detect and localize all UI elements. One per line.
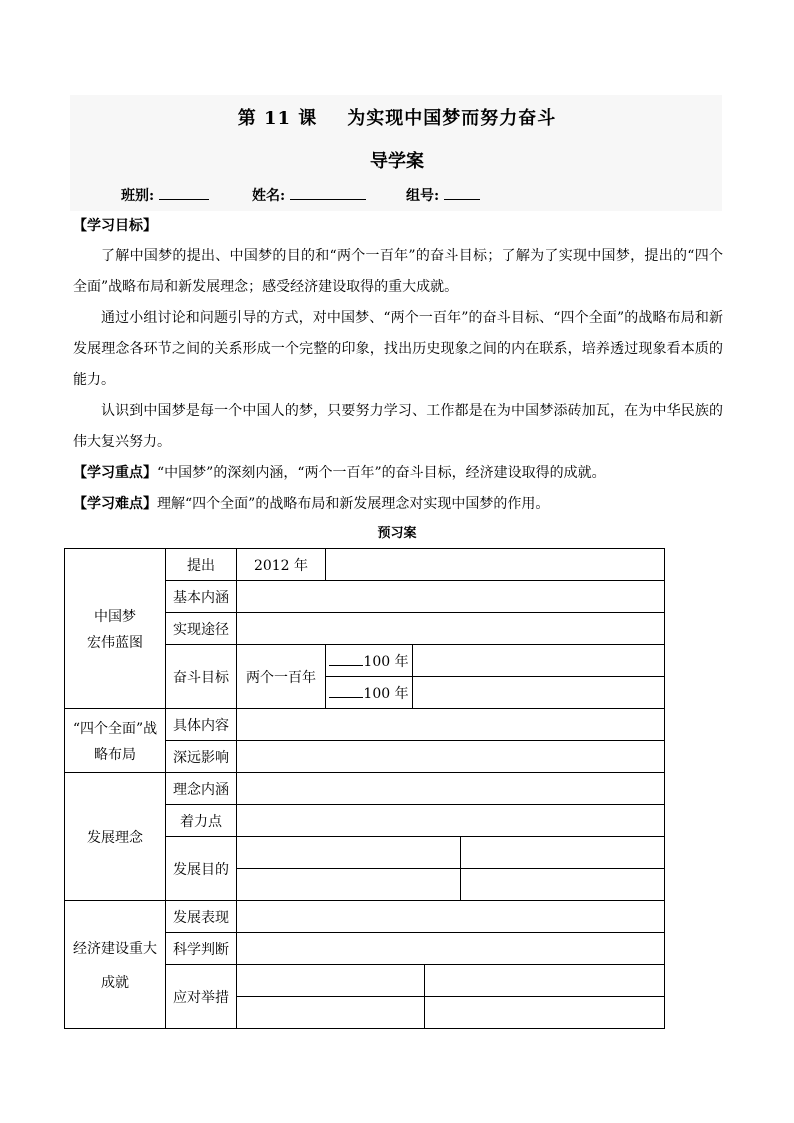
measures-answer-cell[interactable] (237, 997, 425, 1029)
year-value: 2012 年 (237, 549, 326, 581)
objectives-heading: 【学习目标】 (73, 218, 157, 234)
development-purpose-label: 发展目的 (166, 837, 237, 901)
impact-answer-cell[interactable] (237, 741, 665, 773)
class-blank[interactable] (159, 185, 209, 200)
economic-achievements-cell: 经济建设重大 成就 (65, 901, 166, 1029)
path-answer-cell[interactable] (237, 613, 665, 645)
key-point-heading: 【学习重点】 (73, 465, 157, 481)
proposed-answer-cell[interactable] (326, 549, 665, 581)
first-centenary-blank[interactable] (329, 653, 363, 666)
development-concept-cell: 发展理念 (65, 773, 166, 901)
class-label: 班别: (121, 188, 155, 204)
second-centenary-blank[interactable] (329, 685, 363, 698)
group-field[interactable] (406, 185, 480, 205)
difficulty-heading: 【学习难点】 (73, 496, 157, 512)
basic-meaning-answer-cell[interactable] (237, 581, 665, 613)
development-purpose-answer-cell[interactable] (461, 869, 665, 901)
name-field[interactable] (252, 185, 366, 205)
scientific-judgment-answer-cell[interactable] (237, 933, 665, 965)
hundred-years-label: 100 年 (363, 685, 409, 702)
development-purpose-answer-cell[interactable] (237, 869, 461, 901)
table-row (65, 773, 665, 805)
group-blank[interactable] (444, 185, 480, 200)
measures-label: 应对举措 (166, 965, 237, 1029)
focus-label: 着力点 (166, 805, 237, 837)
key-point-line (73, 458, 723, 489)
table-row (65, 709, 665, 741)
name-label: 姓名: (252, 188, 286, 204)
page-subtitle: 导学案 (370, 151, 424, 172)
proposed-label: 提出 (166, 549, 237, 581)
china-dream-cell: 中国梦 宏伟蓝图 (65, 549, 166, 709)
table-row (65, 901, 665, 933)
key-point-text: “中国梦”的深刻内涵，“两个一百年”的奋斗目标，经济建设取得的成就。 (157, 465, 606, 481)
measures-answer-cell[interactable] (237, 965, 425, 997)
table-row (65, 549, 665, 581)
concept-meaning-label: 理念内涵 (166, 773, 237, 805)
objective-paragraph-1: 了解中国梦的提出、中国梦的目的和“两个一百年”的奋斗目标；了解为了实现中国梦，提出的“四个全面”战略布局和新发展理念；感受经济建设取得的重大成就。 (73, 248, 723, 295)
four-comprehensives-cell: “四个全面”战 略布局 (65, 709, 166, 773)
first-centenary-answer-cell[interactable] (413, 645, 665, 677)
concept-meaning-answer-cell[interactable] (237, 773, 665, 805)
development-purpose-answer-cell[interactable] (237, 837, 461, 869)
scientific-judgment-label: 科学判断 (166, 933, 237, 965)
objective-paragraph-3: 认识到中国梦是每一个中国人的梦，只要努力学习、工作都是在为中国梦添砖加瓦，在为中华民族的伟大复兴努力。 (73, 403, 723, 450)
second-centenary-cell[interactable] (326, 677, 413, 709)
specific-content-answer-cell[interactable] (237, 709, 665, 741)
hundred-years-label: 100 年 (363, 653, 409, 670)
page-title (0, 104, 794, 130)
difficulty-text: 理解“四个全面”的战略布局和新发展理念对实现中国梦的作用。 (157, 496, 550, 512)
path-label: 实现途径 (166, 613, 237, 645)
objective-paragraph-2: 通过小组讨论和问题引导的方式，对中国梦、“两个一百年”的奋斗目标、“四个全面”的战略布局和新发展理念各环节之间的关系形成一个完整的印象，找出历史现象之间的内在联系，培养透过现象看本质的能力。 (73, 310, 723, 388)
impact-label: 深远影响 (166, 741, 237, 773)
focus-answer-cell[interactable] (237, 805, 665, 837)
measures-answer-cell[interactable] (425, 965, 665, 997)
two-centenary-label: 两个一百年 (237, 645, 326, 709)
specific-content-label: 具体内容 (166, 709, 237, 741)
measures-answer-cell[interactable] (425, 997, 665, 1029)
first-centenary-cell[interactable] (326, 645, 413, 677)
class-field[interactable] (121, 185, 209, 205)
lesson-title: 为实现中国梦而努力奋斗 (347, 108, 557, 129)
preview-label: 预习案 (377, 526, 417, 541)
development-performance-label: 发展表现 (166, 901, 237, 933)
basic-meaning-label: 基本内涵 (166, 581, 237, 613)
second-centenary-answer-cell[interactable] (413, 677, 665, 709)
goals-label: 奋斗目标 (166, 645, 237, 709)
difficulty-line (73, 489, 723, 520)
group-label: 组号: (406, 188, 440, 204)
development-performance-answer-cell[interactable] (237, 901, 665, 933)
lesson-number: 第 11 课 (237, 108, 318, 129)
name-blank[interactable] (290, 185, 366, 200)
development-purpose-answer-cell[interactable] (461, 837, 665, 869)
preview-table (64, 548, 665, 1029)
